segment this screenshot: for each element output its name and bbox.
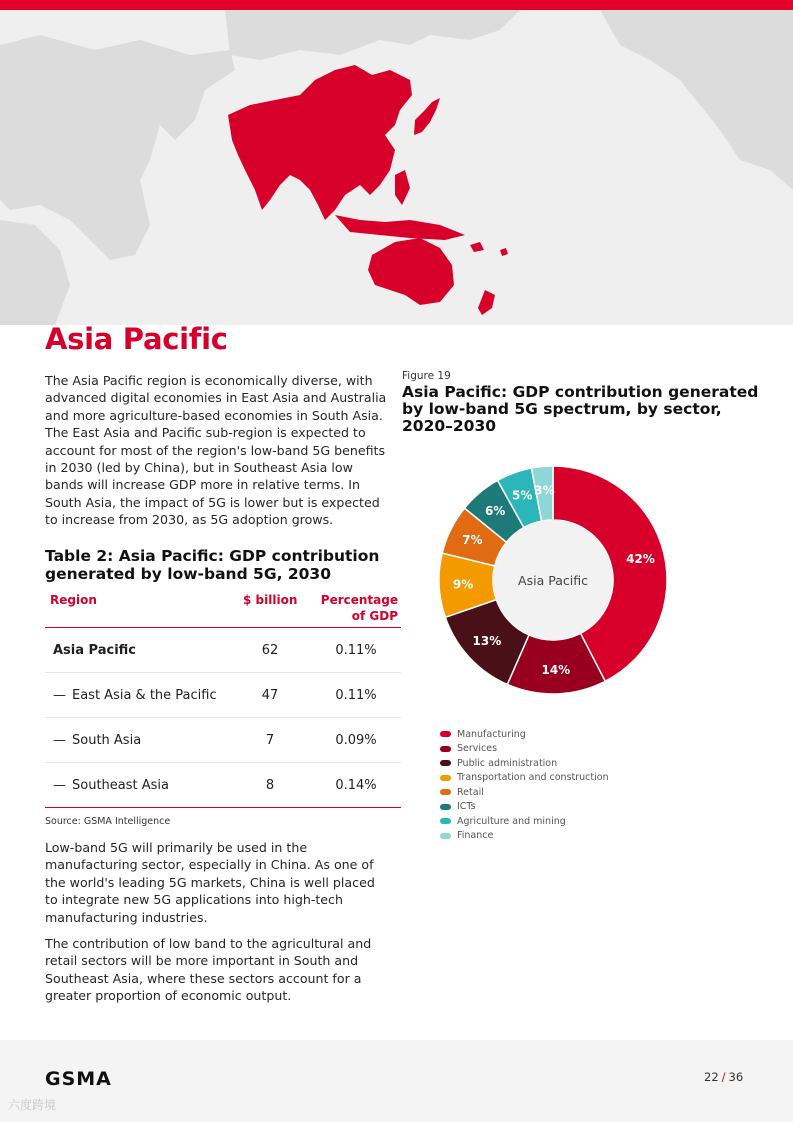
- row-region-wrap: [53, 688, 217, 704]
- page-separator: /: [721, 1070, 726, 1084]
- header-region: Region: [50, 593, 97, 607]
- row-billion: 7: [265, 733, 275, 748]
- legend-swatch: [440, 833, 451, 839]
- row-percentage: 0.14%: [335, 778, 377, 793]
- map-land-asia: [228, 65, 412, 220]
- row-region: Asia Pacific: [53, 643, 137, 658]
- gsma-logo: GSMA: [45, 1068, 112, 1090]
- map-land-pacific-islands: [470, 242, 508, 256]
- row-region-wrap: [53, 778, 169, 794]
- table-row: [45, 628, 401, 673]
- row-region: East Asia & the Pacific: [72, 688, 217, 703]
- legend-swatch: [440, 746, 451, 752]
- donut-slice-label: 7%: [462, 533, 483, 548]
- map-land-africa: [0, 220, 70, 325]
- legend-swatch: [440, 818, 451, 824]
- dash-marker: —: [53, 778, 66, 793]
- table-row: [45, 673, 401, 718]
- legend-label: Transportation and construction: [457, 772, 609, 784]
- legend-item: [440, 756, 609, 771]
- body-paragraph-2: The contribution of low band to the agricultural and retail sectors will be more important in South and Southeast Asia, where these sectors account for a greater proportion of economic output.: [45, 936, 372, 1004]
- legend-label: Retail: [457, 786, 484, 798]
- donut-slice-label: 3%: [534, 483, 555, 498]
- table-title: Table 2: Asia Pacific: GDP contribution generated by low-band 5G, 2030: [45, 547, 380, 583]
- body-paragraph-1: Low-band 5G will primarily be used in the manufacturing sector, especially in China. As one of the world's leading 5G markets, China is well placed to integrate new 5G applications into high-tech manufacturing industries.: [45, 840, 375, 925]
- legend-item: [440, 829, 609, 844]
- dash-marker: —: [53, 733, 66, 748]
- page-total: 36: [728, 1070, 744, 1084]
- legend-swatch: [440, 789, 451, 795]
- table-row: [45, 763, 401, 808]
- row-region-wrap: [53, 733, 141, 749]
- map-land-japan: [414, 98, 440, 135]
- sector-donut-chart: [435, 462, 671, 698]
- donut-slice-label: 6%: [484, 504, 506, 519]
- legend-item: [440, 800, 609, 815]
- donut-slice-label: 13%: [472, 634, 502, 649]
- row-percentage: 0.11%: [335, 643, 377, 658]
- watermark: 六度跨境: [8, 1098, 57, 1112]
- map-land-north: [225, 10, 520, 60]
- legend-label: Manufacturing: [457, 728, 526, 740]
- row-percentage: 0.09%: [335, 733, 377, 748]
- figure-label: Figure 19: [402, 370, 451, 382]
- legend-item: [440, 742, 609, 757]
- legend-label: Agriculture and mining: [457, 815, 566, 827]
- legend-swatch: [440, 760, 451, 766]
- section-title: Asia Pacific: [45, 322, 228, 356]
- donut-slice-label: 5%: [512, 488, 533, 503]
- row-region: South Asia: [72, 733, 142, 748]
- figure-title: Asia Pacific: GDP contribution generated by low-band 5G spectrum, by sector, 2020–2030: [402, 383, 759, 435]
- legend-swatch: [440, 804, 451, 810]
- table-header: [45, 592, 401, 628]
- row-billion: 62: [261, 643, 279, 658]
- map-land-new-zealand: [478, 290, 495, 315]
- region-map: [0, 10, 793, 325]
- map-land-indonesia: [335, 215, 465, 240]
- table-row: [45, 718, 401, 763]
- page-current: 22: [704, 1070, 719, 1084]
- header-billion: $ billion: [243, 593, 298, 607]
- row-billion: 47: [261, 688, 279, 703]
- intro-paragraph: The Asia Pacific region is economically diverse, with advanced digital economies in East Asia and Australia and more agriculture-based economies in South Asia. The East Asia and Pacific sub-region is expected to account for most of the region's low-band 5G benefits in 2030 (led by China), but in Southeast Asia low bands will increase GDP more in relative terms. In South Asia, the impact of 5G is lower but is expected to increase from 2030, as 5G adoption grows.: [45, 373, 387, 528]
- header-percentage: Percentage of GDP: [320, 593, 398, 623]
- legend-label: Finance: [457, 830, 494, 842]
- dash-marker: —: [53, 688, 66, 703]
- legend-item: [440, 785, 609, 800]
- map-land-philippines: [395, 170, 410, 205]
- row-region: Southeast Asia: [72, 778, 169, 793]
- page-number: [704, 1070, 743, 1084]
- donut-center-label: Asia Pacific: [518, 573, 588, 588]
- row-billion: 8: [265, 778, 275, 793]
- map-land-americas: [600, 10, 793, 190]
- gdp-table: [45, 592, 401, 808]
- donut-slice-label: 9%: [452, 577, 474, 592]
- footer-band: [0, 1040, 793, 1122]
- top-accent-bar: [0, 0, 793, 10]
- legend-label: Public administration: [457, 757, 558, 769]
- table-source: Source: GSMA Intelligence: [45, 816, 171, 827]
- legend-item: [440, 771, 609, 786]
- row-percentage: 0.11%: [335, 688, 377, 703]
- map-land-australia: [368, 238, 454, 305]
- legend-item: [440, 727, 609, 742]
- legend-swatch: [440, 775, 451, 781]
- donut-slice-label: 14%: [541, 662, 571, 677]
- chart-legend: [440, 727, 609, 843]
- donut-slice-label: 42%: [626, 551, 655, 566]
- legend-swatch: [440, 731, 451, 737]
- legend-item: [440, 814, 609, 829]
- legend-label: ICTs: [457, 801, 476, 813]
- legend-label: Services: [457, 743, 498, 755]
